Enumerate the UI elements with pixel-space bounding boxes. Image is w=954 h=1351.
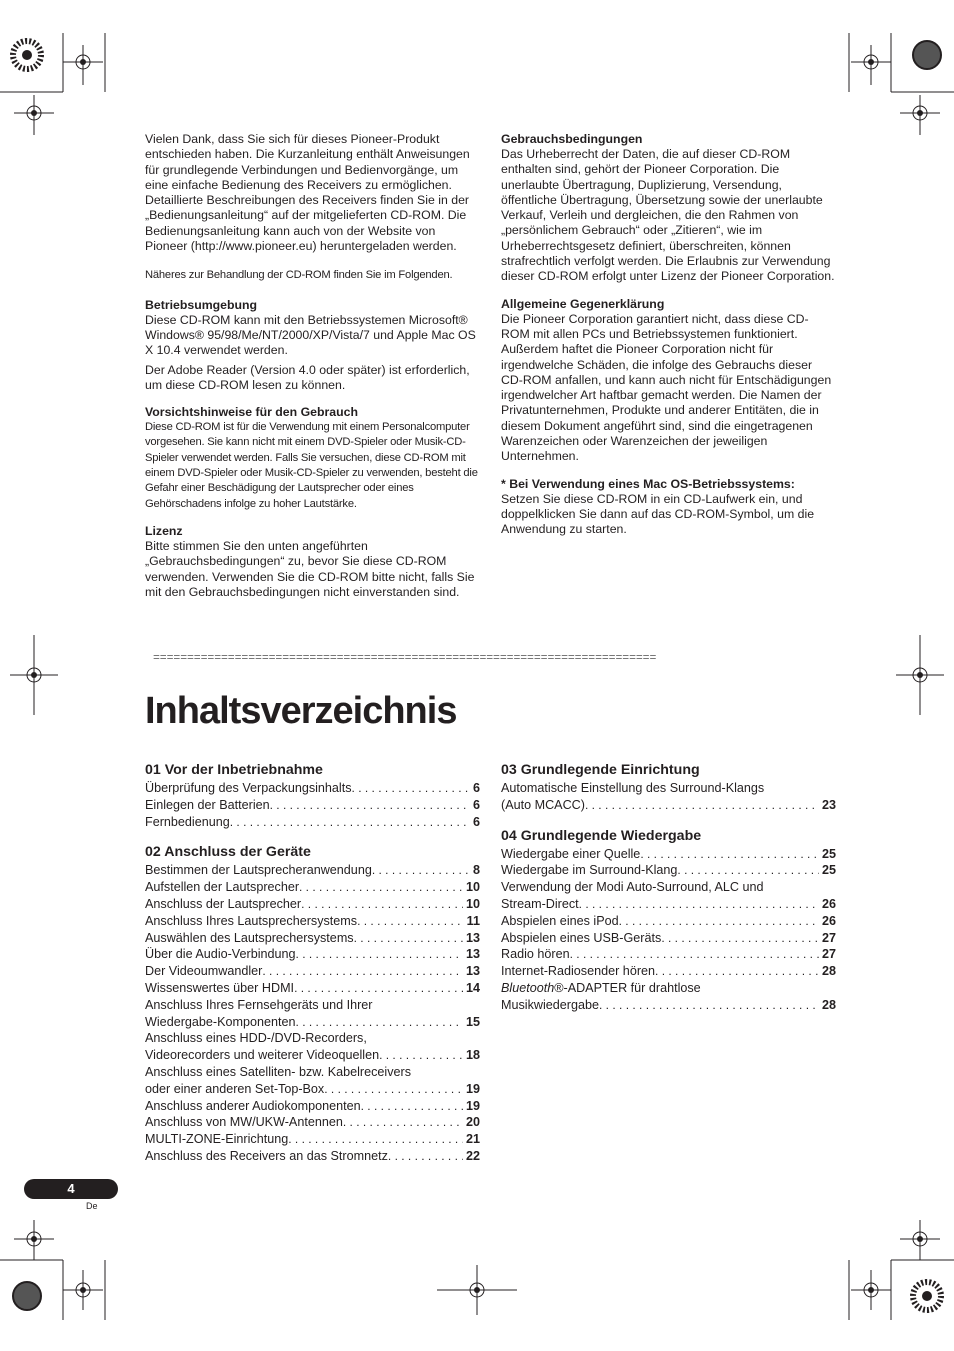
- toc-page-number: 10: [465, 896, 480, 911]
- toc-entry-title: Fernbedienung: [145, 814, 230, 829]
- toc-entry-line1: Verwendung der Modi Auto-Surround, ALC und: [501, 880, 764, 895]
- toc-entry-title: Musikwiedergabe: [501, 997, 600, 1012]
- section-divider: ==========================================================================: [153, 652, 657, 665]
- toc-leader-dots: [579, 896, 819, 913]
- right-column: [501, 132, 836, 542]
- toc-page-number: 25: [821, 846, 836, 861]
- toc-entry-title: Anschluss der Lautsprecher: [145, 896, 302, 911]
- toc-entry[interactable]: [501, 963, 836, 980]
- terms-paragraph: Das Urheberrecht der Daten, die auf dieser CD-ROM enthalten sind, gehört der Pioneer Corporation. Die unerlaubte Übertragung, Duplizierung, Versendung, öffentliche Übertragung, Übersetzung sowie der unerlaubte Verkauf, Verleih und dergleichen, die den Rahmen von „persönlichem Gebrauch“ oder „Zitieren“, wie im Urheberrechtsgesetz definiert, überschreiten, können strafrechtlich verfolgt werden. Die Erlaubnis zur Verwendung dieser CD-ROM erfolgt unter Lizenz der Pioneer Corporation.: [501, 147, 835, 284]
- toc-entry-title: Einlegen der Batterien: [145, 797, 270, 812]
- toc-entry[interactable]: [501, 997, 836, 1014]
- toc-entry[interactable]: [145, 862, 480, 879]
- toc-entry-title: Stream-Direct: [501, 896, 579, 911]
- toc-leader-dots: [301, 896, 463, 913]
- toc-leader-dots: [296, 1014, 463, 1031]
- toc-leader-dots: [640, 846, 819, 863]
- toc-entry-title: Überprüfung des Verpackungsinhalts: [145, 781, 352, 795]
- toc-leader-dots: [294, 980, 463, 997]
- toc-entry[interactable]: [145, 1148, 480, 1165]
- toc-page-number: 26: [821, 913, 836, 928]
- toc-page-number: 18: [465, 1048, 480, 1063]
- toc-entry-title: Wissenswertes über HDMI: [145, 980, 295, 995]
- toc-page-number: 14: [465, 980, 480, 995]
- toc-entry[interactable]: [501, 846, 836, 863]
- toc-page-number: 8: [472, 863, 480, 878]
- toc-leader-dots: [262, 963, 463, 980]
- toc-page-number: 15: [465, 1014, 480, 1029]
- toc-entry[interactable]: [501, 913, 836, 930]
- disclaimer-paragraph: Die Pioneer Corporation garantiert nicht, dass diese CD-ROM mit allen PCs und Betriebssystemen funktioniert. Außerdem haftet die Pioneer Corporation nicht für irgendwelche Schäden, die infolge des Gebrauchs dieser CD-ROM anfallen, und kann auch nicht für Entschädigungen irgendwelcher Art haftbar gemacht werden. Die Namen der Privatunternehmen, Produkte und anderer Entitäten, die in diesem Dokument angeführt sind, sind die eingetragenen Warenzeichen oder Warenzeichen der jeweiligen Unternehmen.: [501, 311, 832, 464]
- toc-entry[interactable]: [145, 930, 480, 947]
- toc-entry-title: Videorecorders und weiterer Videoquellen: [145, 1048, 380, 1063]
- intro-paragraph: Vielen Dank, dass Sie sich für dieses Pioneer-Produkt entschieden haben. Die Kurzanleitung enthält Anweisungen für grundlegende Verbindungen und Bedienvorgänge, um eine einfache Bedienung des Receivers zu ermöglichen. Detaillierte Beschreibungen des Receivers finden Sie in der „Bedienungsanleitung“ auf der mitgelieferten CD-ROM. Die Bedienungsanleitung kann auch von der Website von Pioneer (http://www.pioneer.eu) heruntergeladen werden.: [145, 132, 470, 254]
- toc-entry-line1: Anschluss eines Satelliten- bzw. Kabelreceivers: [145, 1064, 411, 1079]
- page-number-badge: 4: [24, 1179, 118, 1199]
- toc-entry[interactable]: [145, 1014, 480, 1031]
- toc-page-number: 27: [821, 930, 836, 945]
- toc-entry[interactable]: [501, 896, 836, 913]
- section-heading-mac: * Bei Verwendung eines Mac OS-Betriebssystems:: [501, 476, 795, 491]
- toc-entry-title: MULTI-ZONE-Einrichtung: [145, 1132, 289, 1147]
- section-heading-disclaimer: Allgemeine Gegenerklärung: [501, 296, 665, 311]
- toc-leader-dots: [352, 780, 470, 797]
- toc-leader-dots: [655, 963, 819, 980]
- toc-page-number: 13: [465, 947, 480, 962]
- section-heading-caution: Vorsichtshinweise für den Gebrauch: [145, 405, 358, 420]
- toc-entry-text: ®-ADAPTER für drahtlose: [554, 980, 701, 995]
- toc-entry-line1: Automatische Einstellung des Surround-Klangs: [501, 781, 765, 795]
- toc-page-number: 6: [472, 814, 480, 829]
- toc-page-number: 23: [821, 797, 836, 812]
- page-title: Inhaltsverzeichnis: [145, 690, 457, 732]
- section-heading-environment: Betriebsumgebung: [145, 297, 258, 312]
- section-heading-license: Lizenz: [145, 523, 183, 538]
- toc-entry-line1: Anschluss eines HDD-/DVD-Recorders,: [145, 1031, 367, 1046]
- toc-entry[interactable]: [145, 1114, 480, 1131]
- toc-entry-title: Internet-Radiosender hören: [501, 964, 656, 979]
- toc-entry-line1: [501, 980, 836, 997]
- toc-entry[interactable]: [145, 814, 480, 831]
- toc-entry-title: Abspielen eines USB-Geräts: [501, 930, 662, 945]
- toc-leader-dots: [343, 1114, 463, 1131]
- toc-leader-dots: [324, 1081, 463, 1098]
- toc-leader-dots: [388, 1148, 463, 1165]
- toc-page-number: 25: [821, 863, 836, 878]
- toc-entry-title: Radio hören: [501, 947, 570, 962]
- toc-entry-title: (Auto MCACC): [501, 797, 585, 812]
- intro-note: Näheres zur Behandlung der CD-ROM finden Sie im Folgenden.: [145, 269, 453, 282]
- toc-chapter-heading: 02 Anschluss der Geräte: [145, 844, 311, 861]
- toc-page-number: 19: [465, 1081, 480, 1096]
- toc-entry-title: Anschluss Ihres Lautsprechersystems: [145, 913, 358, 928]
- toc-chapter-list: [501, 846, 836, 1014]
- mac-paragraph: Setzen Sie diese CD-ROM in ein CD-Laufwerk ein, und doppelklicken Sie dann auf das CD-ROM-Symbol, um die Anwendung zu starten.: [501, 491, 815, 537]
- toc-entry-title: Anschluss von MW/UKW-Antennen: [145, 1115, 343, 1130]
- toc-chapter-list: [501, 780, 836, 814]
- toc-page-number: 22: [465, 1148, 480, 1163]
- toc-page-number: 21: [465, 1132, 480, 1147]
- toc-entry[interactable]: [501, 930, 836, 947]
- section-heading-terms: Gebrauchsbedingungen: [501, 132, 643, 146]
- toc-chapter-list: [145, 780, 480, 830]
- toc-leader-dots: [296, 946, 463, 963]
- toc-entry-line1: Anschluss Ihres Fernsehgeräts und Ihrer: [145, 997, 373, 1012]
- toc-entry-title: Anschluss anderer Audiokomponenten: [145, 1098, 361, 1113]
- toc-right-column: [501, 760, 836, 1014]
- toc-leader-dots: [361, 1098, 463, 1115]
- caution-paragraph: Diese CD-ROM ist für die Verwendung mit einem Personalcomputer vorgesehen. Sie kann nicht mit einem DVD-Spieler oder Musik-CD-Spieler verwendet werden. Falls Sie versuchen, diese CD-ROM mit einem DVD-Spieler oder Musik-CD-Spieler zu verwenden, besteht die Gefahr einer Beschädigung der Lautsprecher oder eines Gehörschadens infolge zu hoher Lautstärke.: [145, 421, 478, 510]
- toc-page-number: 28: [821, 964, 836, 979]
- toc-page-number: 13: [465, 964, 480, 979]
- toc-page-number: 10: [465, 880, 480, 895]
- toc-leader-dots: [570, 946, 819, 963]
- toc-chapter-heading: 01 Vor der Inbetriebnahme: [145, 762, 323, 778]
- toc-leader-dots: [288, 1131, 463, 1148]
- toc-leader-dots: [379, 1047, 463, 1064]
- toc-entry-title: Wiedergabe einer Quelle: [501, 846, 641, 861]
- toc-entry-title: oder einer anderen Set-Top-Box: [145, 1081, 325, 1096]
- toc-entry[interactable]: [145, 1098, 480, 1115]
- toc-entry[interactable]: [145, 797, 480, 814]
- toc-entry-title: Wiedergabe im Surround-Klang: [501, 863, 678, 878]
- toc-entry-title: Bestimmen der Lautsprecheranwendung: [145, 863, 372, 878]
- toc-entry[interactable]: [501, 797, 836, 814]
- toc-entry[interactable]: [145, 980, 480, 997]
- toc-leader-dots: [599, 997, 819, 1014]
- toc-page-number: 6: [472, 797, 480, 812]
- toc-entry[interactable]: [145, 1131, 480, 1148]
- toc-page-number: 19: [465, 1098, 480, 1113]
- toc-leader-dots: [357, 913, 464, 930]
- toc-leader-dots: [354, 930, 463, 947]
- toc-entry[interactable]: [145, 1081, 480, 1098]
- toc-entry[interactable]: [145, 1047, 480, 1064]
- language-code: De: [86, 1201, 98, 1211]
- toc-chapter-list: [145, 862, 480, 1164]
- environment-requirement: Der Adobe Reader (Version 4.0 oder später) ist erforderlich, um diese CD-ROM lesen zu können.: [145, 362, 470, 392]
- toc-leader-dots: [372, 862, 470, 879]
- toc-leader-dots: [299, 879, 463, 896]
- toc-entry-title: Über die Audio-Verbindung: [145, 947, 296, 962]
- toc-page-number: 27: [821, 947, 836, 962]
- toc-entry-title: Abspielen eines iPod: [501, 913, 619, 928]
- toc-entry-title: Der Videoumwandler: [145, 964, 263, 979]
- toc-left-column: [145, 760, 480, 1165]
- toc-entry[interactable]: [145, 879, 480, 896]
- left-column: [145, 132, 480, 604]
- toc-entry-italic: Bluetooth: [501, 980, 555, 995]
- toc-leader-dots: [619, 913, 819, 930]
- toc-leader-dots: [585, 797, 819, 814]
- toc-page-number: 28: [821, 997, 836, 1012]
- toc-entry[interactable]: [501, 862, 836, 879]
- toc-entry-title: Aufstellen der Lautsprecher: [145, 880, 300, 895]
- toc-page-number: 6: [472, 781, 480, 795]
- toc-chapter-heading: 03 Grundlegende Einrichtung: [501, 762, 700, 778]
- toc-leader-dots: [661, 930, 819, 947]
- toc-entry[interactable]: [145, 896, 480, 913]
- toc-leader-dots: [270, 797, 470, 814]
- toc-entry-title: Auswählen des Lautsprechersystems: [145, 930, 354, 945]
- toc-entry-title: Wiedergabe-Komponenten: [145, 1014, 296, 1029]
- toc-page-number: 26: [821, 896, 836, 911]
- license-paragraph: Bitte stimmen Sie den unten angeführten „Gebrauchsbedingungen“ zu, bevor Sie diese CD-ROM verwenden. Verwenden Sie die CD-ROM bitte nicht, falls Sie mit den Gebrauchsbedingungen nicht einverstanden sind.: [145, 538, 475, 599]
- toc-entry[interactable]: [501, 946, 836, 963]
- toc-leader-dots: [230, 814, 470, 831]
- environment-paragraph: Diese CD-ROM kann mit den Betriebssystemen Microsoft® Windows® 95/98/Me/NT/2000/XP/Vista/7 und Apple Mac OS X 10.4 verwendet werden.: [145, 312, 476, 358]
- toc-entry[interactable]: [145, 913, 480, 930]
- toc-page-number: 11: [466, 913, 480, 928]
- toc-entry[interactable]: [145, 946, 480, 963]
- toc-leader-dots: [677, 862, 819, 879]
- toc-entry[interactable]: [145, 780, 480, 797]
- toc-page-number: 20: [465, 1115, 480, 1130]
- toc-entry-title: Anschluss des Receivers an das Stromnetz: [145, 1148, 388, 1163]
- toc-chapter-heading: 04 Grundlegende Wiedergabe: [501, 827, 702, 844]
- toc-page-number: 13: [465, 930, 480, 945]
- toc-entry[interactable]: [145, 963, 480, 980]
